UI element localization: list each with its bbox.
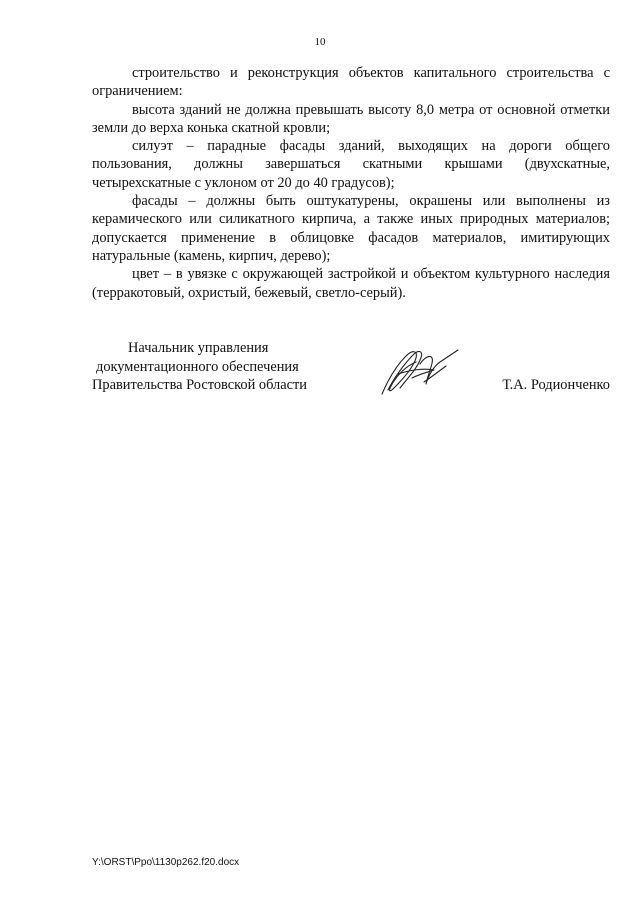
signatory-position-line-3: Правительства Ростовской области <box>92 377 307 393</box>
signatory-position-line-1: Начальник управления <box>128 340 269 356</box>
signature-icon <box>376 344 462 400</box>
paragraph-facades: фасады – должны быть оштукатурены, окрашены или выполнены из керамического или силикатного кирпича, а также иных природных материалов; допускается применение в облицовке фасадов материалов, имитирующих натуральные (камень, кирпич, дерево); <box>92 193 610 264</box>
file-path: Y:\ORST\Ppo\1130p262.f20.docx <box>92 857 240 868</box>
paragraph-color: цвет – в увязке с окружающей застройкой и объектом культурного наследия (терракотовый, охристый, бежевый, светло-серый). <box>92 266 610 301</box>
document-body <box>92 64 610 302</box>
signatory-name: Т.А. Родионченко <box>502 377 610 393</box>
signature-block <box>92 339 610 399</box>
paragraph-silhouette: силуэт – парадные фасады зданий, выходящих на дороги общего пользования, должны завершаться скатными крышами (двухскатные, четырехскатные с уклоном от 20 до 40 градусов); <box>92 138 610 191</box>
paragraph-height: высота зданий не должна превышать высоту 8,0 метра от основной отметки земли до верха конька скатной кровли; <box>92 101 610 136</box>
paragraph-construction: строительство и реконструкция объектов капитального строительства с ограничением: <box>92 65 610 100</box>
signatory-position-line-2: документационного обеспечения <box>96 358 299 375</box>
page-number: 10 <box>314 36 326 48</box>
